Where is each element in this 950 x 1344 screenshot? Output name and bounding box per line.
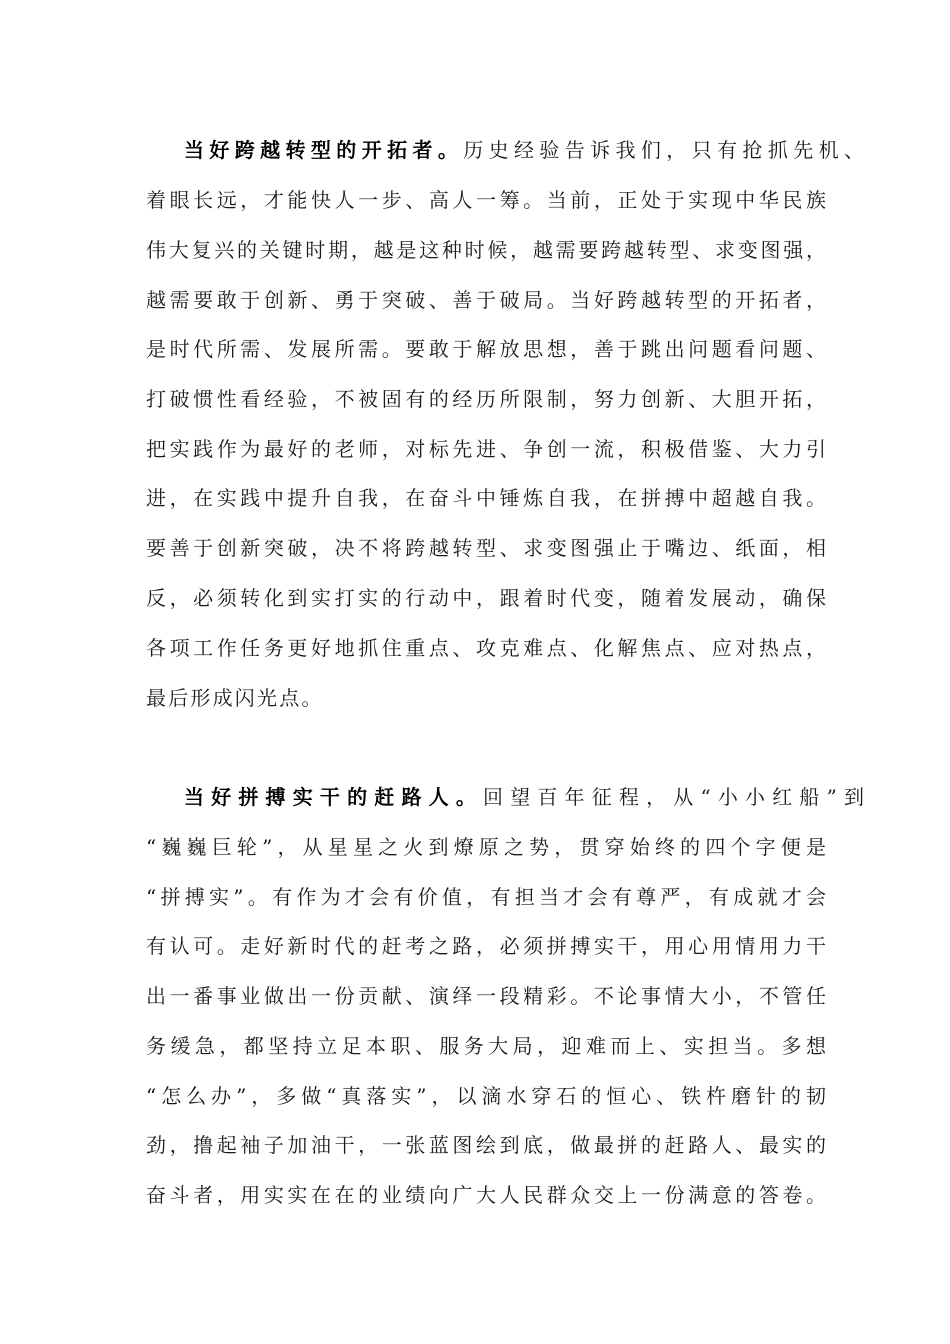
paragraph-1-line-5: 是时代所需、发展所需。要敢于解放思想，善于跳出问题看问题、 xyxy=(146,337,826,361)
paragraph-2-line-9: 奋斗者，用实实在在的业绩向广大人民群众交上一份满意的答卷。 xyxy=(146,1183,826,1207)
paragraph-2-line-1-text: 回望百年征程，从“小小红船”到 xyxy=(483,785,865,809)
paragraph-1-line-12: 最后形成闪光点。 xyxy=(146,686,324,710)
paragraph-2-lead: 当好拼搏实干的赶路人。 xyxy=(184,785,484,809)
paragraph-2-line-5: 出一番事业做出一份贡献、演绎一段精彩。不论事情大小，不管任 xyxy=(146,984,826,1008)
paragraph-1-line-4: 越需要敢于创新、勇于突破、善于破局。当好跨越转型的开拓者， xyxy=(146,288,826,312)
paragraph-1-line-10: 反，必须转化到实打实的行动中，跟着时代变，随着发展动，确保 xyxy=(146,586,826,610)
paragraph-1-line-3: 伟大复兴的关键时期，越是这种时候，越需要跨越转型、求变图强， xyxy=(146,238,826,262)
paragraph-1-line-7: 把实践作为最好的老师，对标先进、争创一流，积极借鉴、大力引 xyxy=(146,437,826,461)
paragraph-2-line-7: “怎么办”，多做“真落实”，以滴水穿石的恒心、铁杵磨针的韧 xyxy=(146,1084,826,1108)
paragraph-1-line-6: 打破惯性看经验，不被固有的经历所限制，努力创新、大胆开拓， xyxy=(146,387,826,411)
paragraph-2-line-6: 务缓急，都坚持立足本职、服务大局，迎难而上、实担当。多想 xyxy=(146,1034,826,1058)
paragraph-2-line-8: 劲，撸起袖子加油干，一张蓝图绘到底，做最拼的赶路人、最实的 xyxy=(146,1133,826,1157)
paragraph-1-line-1-text: 历史经验告诉我们，只有抢抓先机、 xyxy=(463,138,865,162)
paragraph-2-line-2: “巍巍巨轮”，从星星之火到燎原之势，贯穿始终的四个字便是 xyxy=(146,835,826,859)
paragraph-1-line-11: 各项工作任务更好地抓住重点、攻克难点、化解焦点、应对热点， xyxy=(146,636,826,660)
paragraph-1-line-2: 着眼长远，才能快人一步、高人一筹。当前，正处于实现中华民族 xyxy=(146,188,826,212)
paragraph-1-line-9: 要善于创新突破，决不将跨越转型、求变图强止于嘴边、纸面，相 xyxy=(146,536,826,560)
paragraph-1-lead: 当好跨越转型的开拓者。 xyxy=(184,138,464,162)
paragraph-2-line-4: 有认可。走好新时代的赶考之路，必须拼搏实干，用心用情用力干 xyxy=(146,934,826,958)
paragraph-2-line-1 xyxy=(184,781,864,813)
paragraph-1-line-1 xyxy=(184,134,864,166)
paragraph-2-line-3: “拼搏实”。有作为才会有价值，有担当才会有尊严，有成就才会 xyxy=(146,885,826,909)
paragraph-1-line-8: 进，在实践中提升自我，在奋斗中锤炼自我，在拼搏中超越自我。 xyxy=(146,486,826,510)
